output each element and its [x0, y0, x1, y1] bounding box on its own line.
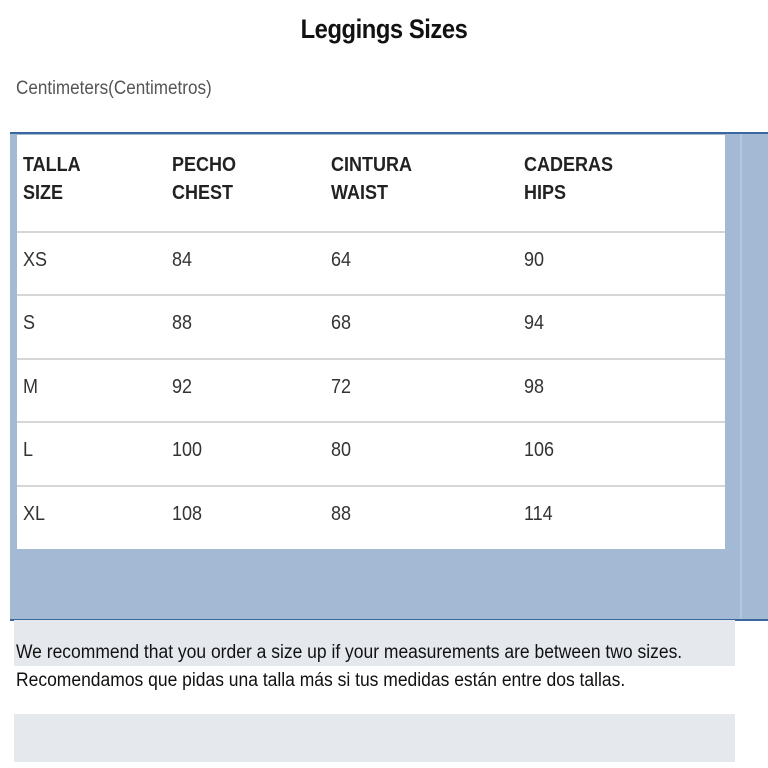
- waist-cell: 80: [331, 439, 352, 461]
- header-waist-en: WAIST: [331, 182, 389, 204]
- hips-cell: 106: [524, 439, 555, 461]
- size-cell: L: [23, 439, 34, 461]
- size-cell: XL: [23, 503, 46, 525]
- recommendation-spanish: Recomendamos que pidas una talla más si tus medidas están entre dos tallas.: [16, 670, 626, 691]
- size-cell: S: [23, 312, 36, 334]
- hips-cell: 114: [524, 503, 553, 525]
- recommendation-english: We recommend that you order a size up if your measurements are between two sizes.: [16, 642, 683, 663]
- units-label: Centimeters(Centimetros): [16, 78, 212, 99]
- waist-cell: 68: [331, 312, 352, 334]
- hips-cell: 94: [524, 312, 545, 334]
- hips-cell: 98: [524, 376, 545, 398]
- panel-divider: [740, 134, 742, 619]
- size-table: [17, 135, 725, 549]
- table-row: [17, 233, 725, 296]
- chest-cell: 88: [172, 312, 193, 334]
- chest-cell: 108: [172, 503, 203, 525]
- chest-cell: 92: [172, 376, 193, 398]
- size-cell: XS: [23, 249, 48, 271]
- chest-cell: 100: [172, 439, 203, 461]
- header-chest-en: CHEST: [172, 182, 234, 204]
- waist-cell: 88: [331, 503, 352, 525]
- header-chest-es: PECHO: [172, 154, 237, 176]
- size-chart-panel: [10, 132, 768, 621]
- table-row: [17, 360, 725, 423]
- header-waist-es: CINTURA: [331, 154, 412, 176]
- table-row: [17, 487, 725, 549]
- size-cell: M: [23, 376, 39, 398]
- page-title: Leggings Sizes: [300, 14, 468, 44]
- header-size-en: SIZE: [23, 182, 64, 204]
- header-hips: [524, 151, 613, 207]
- header-size-es: TALLA: [23, 154, 81, 176]
- header-waist: [331, 151, 412, 207]
- waist-cell: 64: [331, 249, 352, 271]
- table-row: [17, 296, 725, 360]
- header-size: [23, 151, 81, 207]
- header-chest: [172, 151, 236, 207]
- header-hips-es: CADERAS: [524, 154, 614, 176]
- table-header-row: [17, 135, 725, 233]
- hips-cell: 90: [524, 249, 545, 271]
- waist-cell: 72: [331, 376, 352, 398]
- chest-cell: 84: [172, 249, 193, 271]
- footer-band: [14, 714, 735, 762]
- table-row: [17, 423, 725, 487]
- header-hips-en: HIPS: [524, 182, 567, 204]
